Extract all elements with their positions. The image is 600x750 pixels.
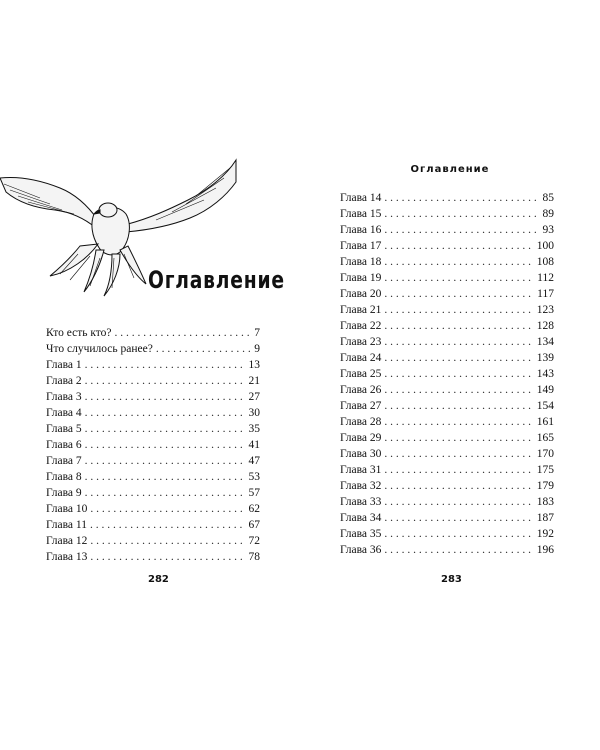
entry-label: Глава 11 [46,519,87,531]
toc-entry[interactable] [340,350,554,366]
toc-entry[interactable] [340,542,554,558]
entry-page-number: 170 [536,448,554,460]
toc-entry[interactable] [340,462,554,478]
toc-entry[interactable] [340,382,554,398]
dot-leader [384,446,533,462]
entry-label: Глава 13 [46,551,88,563]
entry-page-number: 9 [254,343,260,355]
dot-leader [384,318,533,334]
toc-entry[interactable] [340,334,554,350]
dot-leader [384,382,533,398]
toc-entry[interactable] [340,254,554,270]
toc-entry[interactable] [340,222,554,238]
entry-page-number: 78 [248,551,260,563]
entry-label: Глава 35 [340,528,382,540]
entry-page-number: 21 [248,375,260,387]
entry-page-number: 27 [248,391,260,403]
toc-entry[interactable] [46,453,260,469]
dot-leader [85,357,246,373]
toc-entry[interactable] [340,430,554,446]
dot-leader [85,389,246,405]
entry-page-number: 112 [537,272,554,284]
entry-page-number: 85 [542,192,554,204]
dot-leader [85,485,246,501]
entry-label: Глава 8 [46,471,82,483]
entry-label: Глава 7 [46,455,82,467]
entry-page-number: 7 [254,327,260,339]
dot-leader [384,478,533,494]
dot-leader [115,325,252,341]
entry-page-number: 183 [536,496,554,508]
toc-entry[interactable] [340,494,554,510]
dot-leader [384,222,539,238]
toc-entry[interactable] [340,302,554,318]
toc-entry[interactable] [46,517,260,533]
entry-page-number: 13 [248,359,260,371]
toc-entry[interactable] [46,341,260,357]
entry-label: Глава 34 [340,512,382,524]
toc-entry[interactable] [46,549,260,565]
entry-page-number: 100 [536,240,554,252]
entry-page-number: 47 [248,455,260,467]
toc-entry[interactable] [340,190,554,206]
toc-entry[interactable] [46,325,260,341]
entry-label: Глава 20 [340,288,382,300]
dot-leader [85,373,246,389]
entry-label: Глава 36 [340,544,382,556]
entry-label: Глава 6 [46,439,82,451]
dot-leader [384,430,533,446]
entry-label: Глава 1 [46,359,82,371]
entry-page-number: 196 [536,544,554,556]
entry-page-number: 30 [248,407,260,419]
toc-entry[interactable] [340,238,554,254]
dot-leader [85,453,246,469]
entry-page-number: 41 [248,439,260,451]
dot-leader [85,405,246,421]
entry-page-number: 143 [536,368,554,380]
page-number-left: 282 [148,574,169,585]
entry-page-number: 139 [536,352,554,364]
entry-label: Глава 15 [340,208,382,220]
toc-entry[interactable] [340,526,554,542]
entry-label: Глава 23 [340,336,382,348]
toc-entry[interactable] [340,398,554,414]
entry-page-number: 67 [248,519,260,531]
entry-page-number: 128 [536,320,554,332]
dot-leader [384,302,533,318]
entry-page-number: 134 [536,336,554,348]
entry-label: Глава 33 [340,496,382,508]
entry-page-number: 89 [542,208,554,220]
dot-leader [90,549,245,565]
toc-entry[interactable] [340,510,554,526]
toc-entry[interactable] [340,318,554,334]
entry-page-number: 123 [536,304,554,316]
toc-list-left [46,325,260,565]
dot-leader [384,334,533,350]
page-number-right: 283 [441,574,462,585]
entry-label: Глава 4 [46,407,82,419]
toc-entry[interactable] [340,414,554,430]
entry-label: Глава 17 [340,240,382,252]
toc-entry[interactable] [46,437,260,453]
toc-entry[interactable] [340,286,554,302]
entry-page-number: 72 [248,535,260,547]
toc-heading: Оглавление [148,266,285,294]
entry-page-number: 161 [536,416,554,428]
entry-page-number: 93 [542,224,554,236]
entry-page-number: 187 [536,512,554,524]
entry-label: Глава 5 [46,423,82,435]
dot-leader [384,414,533,430]
toc-entry[interactable] [46,405,260,421]
entry-label: Глава 2 [46,375,82,387]
dot-leader [384,270,534,286]
dot-leader [384,190,539,206]
entry-label: Глава 14 [340,192,382,204]
entry-page-number: 117 [537,288,554,300]
entry-label: Глава 27 [340,400,382,412]
entry-page-number: 53 [248,471,260,483]
dot-leader [384,462,533,478]
toc-list-right [340,190,554,558]
toc-entry[interactable] [46,533,260,549]
toc-entry[interactable] [340,366,554,382]
dot-leader [85,469,246,485]
dot-leader [384,254,533,270]
entry-label: Глава 19 [340,272,382,284]
toc-entry[interactable] [46,469,260,485]
dot-leader [384,350,533,366]
dot-leader [85,421,246,437]
dot-leader [384,542,533,558]
entry-label: Что случилось ранее? [46,343,153,355]
toc-entry[interactable] [46,357,260,373]
toc-entry[interactable] [340,478,554,494]
entry-label: Глава 31 [340,464,382,476]
dot-leader [384,526,533,542]
entry-label: Глава 12 [46,535,88,547]
entry-page-number: 108 [536,256,554,268]
entry-page-number: 62 [248,503,260,515]
entry-page-number: 57 [248,487,260,499]
entry-page-number: 192 [536,528,554,540]
toc-entry[interactable] [340,446,554,462]
entry-label: Глава 22 [340,320,382,332]
dot-leader [384,286,534,302]
toc-entry[interactable] [340,206,554,222]
entry-page-number: 165 [536,432,554,444]
entry-label: Глава 16 [340,224,382,236]
toc-entry[interactable] [46,501,260,517]
dot-leader [384,398,533,414]
entry-page-number: 179 [536,480,554,492]
entry-label: Глава 30 [340,448,382,460]
entry-label: Глава 18 [340,256,382,268]
running-head: Оглавление [410,164,490,175]
entry-page-number: 149 [536,384,554,396]
toc-entry[interactable] [46,373,260,389]
entry-label: Глава 29 [340,432,382,444]
entry-page-number: 175 [536,464,554,476]
entry-page-number: 154 [536,400,554,412]
entry-label: Глава 26 [340,384,382,396]
entry-label: Глава 24 [340,352,382,364]
toc-entry[interactable] [46,389,260,405]
dot-leader [156,341,251,357]
dot-leader [90,517,246,533]
dot-leader [85,437,246,453]
dot-leader [384,510,533,526]
dot-leader [384,366,533,382]
toc-entry[interactable] [46,421,260,437]
entry-label: Глава 21 [340,304,382,316]
dot-leader [384,494,533,510]
dot-leader [384,238,533,254]
toc-entry[interactable] [46,485,260,501]
dot-leader [90,501,245,517]
entry-label: Глава 28 [340,416,382,428]
dot-leader [90,533,245,549]
entry-label: Кто есть кто? [46,327,112,339]
entry-label: Глава 10 [46,503,88,515]
entry-label: Глава 3 [46,391,82,403]
toc-entry[interactable] [340,270,554,286]
dot-leader [384,206,539,222]
entry-label: Глава 25 [340,368,382,380]
entry-label: Глава 32 [340,480,382,492]
entry-page-number: 35 [248,423,260,435]
entry-label: Глава 9 [46,487,82,499]
